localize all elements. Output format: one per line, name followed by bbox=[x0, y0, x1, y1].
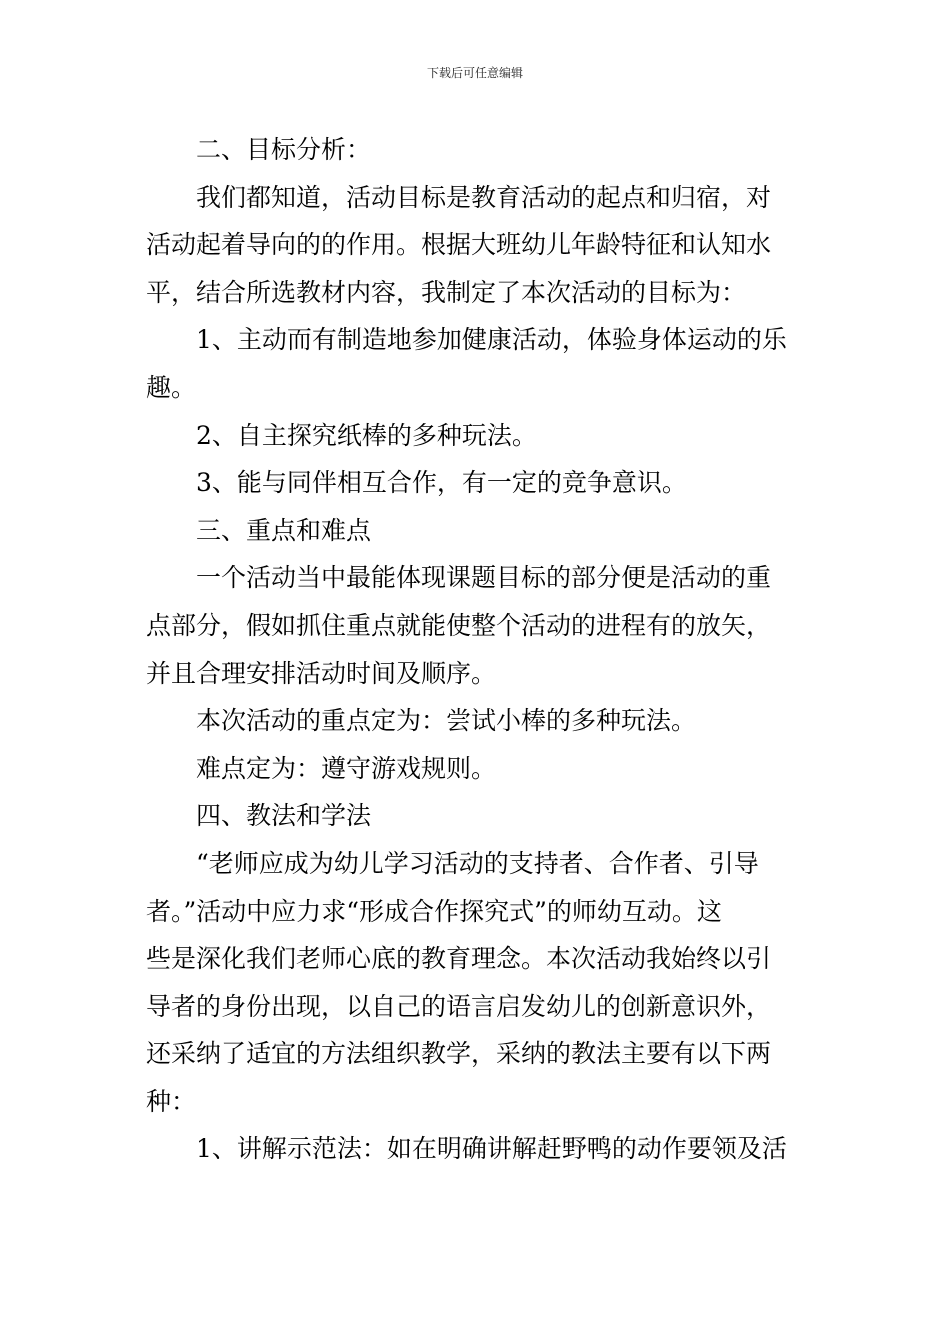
text-line: 趣。 bbox=[146, 372, 197, 402]
paragraph-difficulty bbox=[146, 745, 811, 793]
text-line: 1、主动而有制造地参加健康活动，体验身体运动的乐 bbox=[196, 325, 787, 355]
text-line: 活动起着导向的的作用。根据大班幼儿年龄特征和认知水 bbox=[146, 230, 772, 260]
text-line: 二、目标分析： bbox=[196, 135, 372, 164]
text-line: 平，结合所选教材内容，我制定了本次活动的目标为： bbox=[146, 277, 747, 307]
text-line: 我们都知道，活动目标是教育活动的起点和归宿，对 bbox=[196, 182, 772, 212]
paragraph-goal-1 bbox=[146, 316, 811, 411]
text-line: 一个活动当中最能体现课题目标的部分便是活动的重 bbox=[196, 563, 772, 593]
paragraph-method-body bbox=[146, 840, 811, 1126]
paragraph-focus-heading bbox=[146, 507, 811, 555]
document-body bbox=[146, 126, 811, 1173]
paragraph-goal-heading bbox=[146, 126, 811, 174]
paragraph-focus-body bbox=[146, 554, 811, 697]
text-line: 3、能与同伴相互合作，有一定的竞争意识。 bbox=[196, 468, 687, 498]
text-line: 点部分，假如抓住重点就能使整个活动的进程有的放矢， bbox=[146, 610, 772, 640]
text-line: 些是深化我们老师心底的教育理念。本次活动我始终以引 bbox=[146, 944, 772, 974]
text-line: 三、重点和难点 bbox=[196, 515, 372, 545]
text-line: 1、讲解示范法：如在明确讲解赶野鸭的动作要领及活 bbox=[196, 1134, 787, 1164]
text-line: 本次活动的重点定为：尝试小棒的多种玩法。 bbox=[196, 706, 697, 736]
text-line: 并且合理安排活动时间及顺序。 bbox=[146, 658, 497, 688]
paragraph-focus-point bbox=[146, 697, 811, 745]
text-line: 四、教法和学法 bbox=[196, 801, 372, 831]
paragraph-method-1 bbox=[146, 1125, 811, 1173]
paragraph-method-heading bbox=[146, 792, 811, 840]
page-header: 下载后可任意编辑 bbox=[426, 66, 523, 80]
text-line: “老师应成为幼儿学习活动的支持者、合作者、引导 bbox=[196, 848, 759, 878]
text-line: 难点定为：遵守游戏规则。 bbox=[196, 753, 497, 783]
paragraph-goal-2 bbox=[146, 412, 811, 460]
text-line: 者。”活动中应力求“形成合作探究式”的师幼互动。这 bbox=[146, 896, 722, 926]
paragraph-goal-3 bbox=[146, 459, 811, 507]
text-line: 还采纳了适宜的方法组织教学，采纳的教法主要有以下两 bbox=[146, 1039, 772, 1069]
text-line: 2、自主探究纸棒的多种玩法。 bbox=[196, 420, 537, 450]
paragraph-goal-intro bbox=[146, 174, 811, 317]
text-line: 种： bbox=[146, 1086, 197, 1116]
text-line: 导者的身份出现，以自己的语言启发幼儿的创新意识外， bbox=[146, 991, 772, 1021]
